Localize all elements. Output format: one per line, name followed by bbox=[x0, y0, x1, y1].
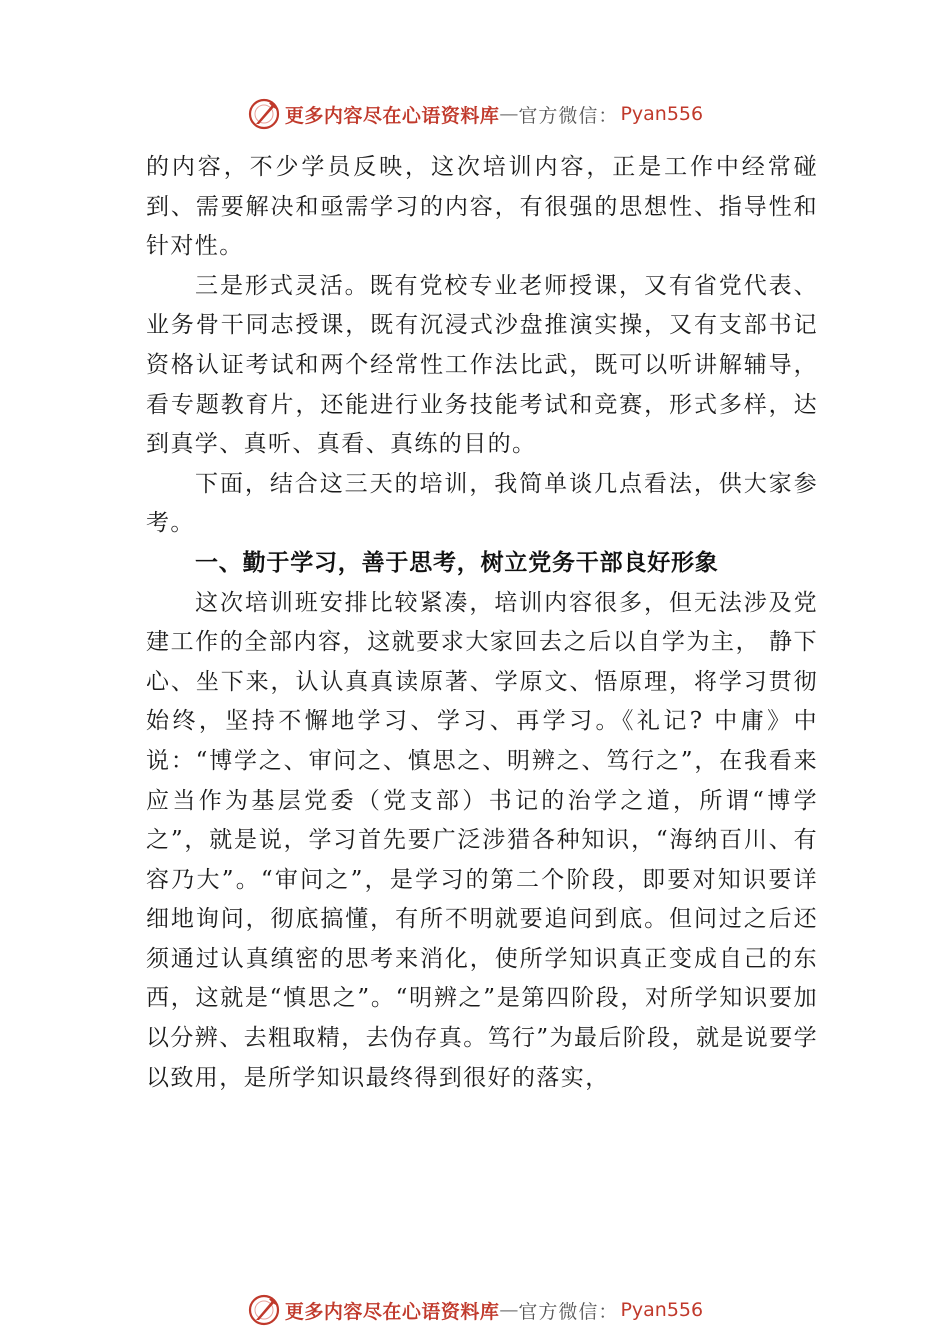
banner-official-label: 官方微信： bbox=[518, 1300, 619, 1323]
banner-brand: 更多内容尽在心语资料库 bbox=[284, 1300, 500, 1323]
header-banner bbox=[0, 94, 950, 134]
paragraph-form-flexible: 三是形式灵活。既有党校专业老师授课，又有省党代表、业务骨干同志授课，既有沉浸式沙盘推演实操，又有支部书记资格认证考试和两个经常性工作法比武，既可以听讲解辅导，看专题教育片，还能进行业务技能考试和竞赛，形式多样，达到真学、真听、真看、真练的目的。 bbox=[146, 272, 818, 458]
quill-logo-icon bbox=[247, 1293, 281, 1327]
banner-wechat-id: Pyan556 bbox=[620, 1299, 704, 1321]
paragraph-continuation: 的内容，不少学员反映，这次培训内容，正是工作中经常碰到、需要解决和亟需学习的内容，有很强的思想性、指导性和针对性。 bbox=[146, 154, 818, 260]
banner-dash: — bbox=[499, 103, 519, 125]
section-heading-1: 一、勤于学习，善于思考，树立党务干部良好形象 bbox=[195, 549, 719, 576]
quill-logo-icon bbox=[247, 97, 281, 131]
paragraph-study-think: 这次培训班安排比较紧凑，培训内容很多，但无法涉及党建工作的全部内容，这就要求大家回去之后以自学为主， 静下心、坐下来，认认真真读原著、学原文、悟原理，将学习贯彻始终，坚持不懈地学习、学习、再学习。《礼记? 中庸》中说：“博学之、审问之、慎思之、明辨之、笃行之”，在我看来应当作为基层党委（党支部）书记的治学之道，所谓“博学之”，就是说，学习首先要广泛涉猎各种知识，“海纳百川、有容乃大”。“审问之”，是学习的第二个阶段，即要对知识要详细地询问，彻底搞懂，有所不明就要追问到底。但问过之后还须通过认真缜密的思考来消化，使所学知识真正变成自己的东西，这就是“慎思之”。“明辨之”是第四阶段，对所学知识要加以分辨、去粗取精，去伪存真。笃行”为最后阶段，就是说要学以致用，是所学知识最终得到很好的落实， bbox=[146, 589, 818, 1091]
banner-wechat-id: Pyan556 bbox=[620, 103, 704, 125]
banner-official-label: 官方微信： bbox=[518, 104, 619, 127]
banner-brand: 更多内容尽在心语资料库 bbox=[284, 104, 500, 127]
paragraph-transition: 下面，结合这三天的培训，我简单谈几点看法，供大家参考。 bbox=[146, 470, 818, 537]
document-body bbox=[146, 148, 818, 1098]
footer-banner bbox=[0, 1290, 950, 1330]
banner-dash: — bbox=[499, 1299, 519, 1321]
